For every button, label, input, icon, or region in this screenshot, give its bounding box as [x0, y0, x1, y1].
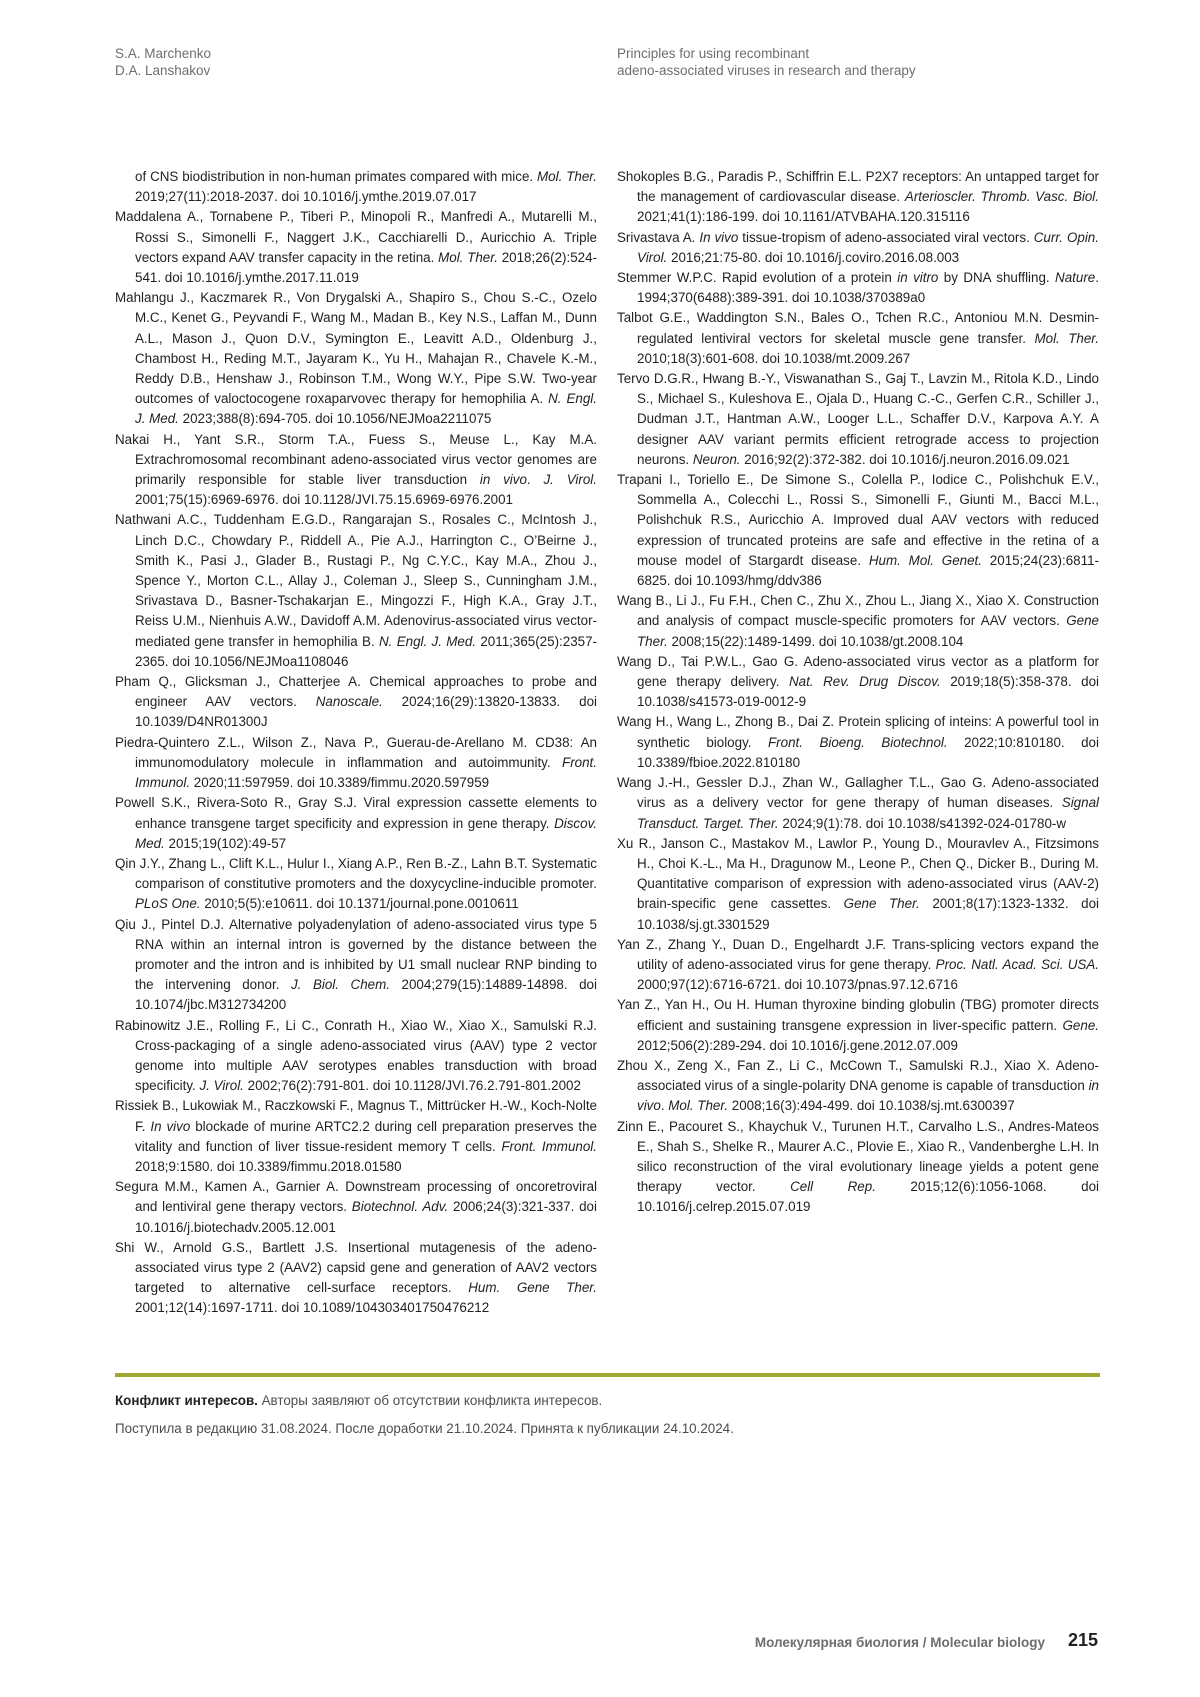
reference-entry — [617, 712, 1099, 773]
reference-italic: Front. Immunol. — [501, 1138, 597, 1154]
reference-italic: Biotechnol. Adv. — [351, 1199, 449, 1215]
reference-entry — [115, 1238, 597, 1319]
reference-text: Trapani I., Toriello E., De Simone S., Colella P., Iodice C., Polishchuk E.V., Sommella A., Colecchi L., Rossi S., Simonelli F., Giunti M., Bacci M.L., Polishchuk R.S., Auricchio A. Improved dual AAV vectors with reduced expression of truncated proteins are safe and effective in the retina of a mouse model of Stargardt disease. — [617, 472, 1099, 568]
reference-text: 2023;388(8):694-705. doi 10.1056/NEJMoa2211075 — [178, 411, 492, 427]
reference-entry — [115, 915, 597, 1016]
reference-entry — [115, 430, 597, 511]
reference-text: 2011;365(25):2357-2365. doi 10.1056/NEJMoa1108046 — [135, 633, 597, 669]
reference-entry — [617, 369, 1099, 470]
reference-entry — [115, 167, 597, 207]
reference-entry — [115, 1177, 597, 1238]
reference-text: Wang D., Tai P.W.L., Gao G. Adeno-associated virus vector as a platform for gene therapy delivery. — [617, 653, 1099, 690]
reference-text: 2001;8(17):1323-1332. doi 10.1038/sj.gt.3301529 — [637, 896, 1100, 932]
reference-entry — [115, 510, 597, 672]
reference-entry — [617, 591, 1099, 652]
reference-italic: Neuron. — [692, 451, 741, 467]
reference-text: Rissiek B., Lukowiak M., Raczkowski F., Magnus T., Mittrücker H.-W., Koch-Nolte F. — [115, 1098, 597, 1134]
reference-entry — [115, 672, 597, 733]
reference-italic: Discov. Med. — [135, 815, 597, 851]
reference-text: 2008;16(3):494-499. doi 10.1038/sj.mt.6300397 — [728, 1098, 1015, 1114]
reference-italic: Gene Ther. — [843, 896, 920, 912]
reference-text: Wang B., Li J., Fu F.H., Chen C., Zhu X., Zhou L., Jiang X., Xiao X. Construction and analysis of compact muscle-specific promoters for AAV vectors. — [617, 593, 1099, 629]
reference-text: 2015;19(102):49-57 — [164, 835, 287, 851]
reference-text: 2006;24(3):321-337. doi 10.1016/j.biotechadv.2005.12.001 — [135, 1199, 597, 1235]
reference-italic: in vivo — [479, 472, 527, 488]
reference-entry — [617, 995, 1099, 1056]
reference-text: 2010;5(5):e10611. doi 10.1371/journal.pone.0010611 — [200, 896, 519, 912]
reference-text: Segura M.M., Kamen A., Garnier A. Downstream processing of oncoretroviral and lentiviral gene therapy vectors. — [115, 1179, 597, 1215]
reference-text: Xu R., Janson C., Mastakov M., Lawlor P., Young D., Mouravlev A., Fitzsimons H., Choi K.-L., Ma H., Dragunow M., Leone P., Chen Q., Dicker B., During M. Quantitative comparison of expression with adeno-associated virus (AAV-2) brain-specific gene cassettes. — [617, 835, 1099, 912]
reference-entry — [617, 1056, 1099, 1117]
reference-entry — [115, 288, 597, 429]
reference-text: Shi W., Arnold G.S., Bartlett J.S. Insertional mutagenesis of the adeno-associated virus type 2 (AAV2) capsid gene and generation of AAV2 vectors targeted to alternative cell-surface receptors. — [115, 1239, 597, 1296]
references-right-column — [617, 167, 1099, 1218]
reference-italic: Mol. Ther. — [668, 1098, 729, 1114]
reference-text: . 1994;370(6488):389-391. doi 10.1038/370389a0 — [637, 270, 1099, 306]
reference-text: Srivastava A. — [617, 229, 700, 245]
reference-italic: Gene Ther. — [637, 613, 1099, 649]
reference-text: Wang H., Wang L., Zhong B., Dai Z. Protein splicing of inteins: A powerful tool in synthetic biology. — [617, 714, 1099, 750]
reference-text: 2020;11:597959. doi 10.3389/fimmu.2020.597959 — [190, 775, 490, 791]
running-header-authors — [115, 45, 211, 79]
reference-text: . — [660, 1098, 669, 1114]
reference-italic: in vitro — [897, 270, 939, 286]
author-2: D.A. Lanshakov — [115, 63, 211, 78]
reference-italic: Cell Rep. — [790, 1179, 876, 1195]
reference-entry — [115, 207, 597, 288]
reference-text: 2012;506(2):289-294. doi 10.1016/j.gene.2012.07.009 — [637, 1037, 958, 1053]
reference-text: Qiu J., Pintel D.J. Alternative polyadenylation of adeno-associated virus type 5 RNA within an internal intron is governed by the distance between the promoter and the intron and is inhibited by U1 small nuclear RNP binding to the intervening donor. — [115, 916, 597, 993]
reference-italic: J. Virol. — [199, 1078, 244, 1094]
reference-italic: N. Engl. J. Med. — [135, 391, 597, 427]
title-line-2: adeno-associated viruses in research and therapy — [617, 63, 916, 78]
conflict-label: Конфликт интересов. — [115, 1393, 258, 1408]
reference-entry — [617, 228, 1099, 268]
reference-italic: In vivo — [150, 1118, 191, 1134]
reference-italic: Nature — [1055, 270, 1096, 286]
reference-text: . — [526, 472, 544, 488]
reference-text: 2016;21:75-80. doi 10.1016/j.coviro.2016.08.003 — [667, 249, 960, 265]
reference-text: Rabinowitz J.E., Rolling F., Li C., Conrath H., Xiao W., Xiao X., Samulski R.J. Cross-packaging of a single adeno-associated virus (AAV) type 2 vector genome into multiple AAV serotypes enables transduction with broad specificity. — [115, 1017, 597, 1094]
reference-entry — [115, 793, 597, 854]
reference-entry — [617, 935, 1099, 996]
reference-entry — [115, 1016, 597, 1097]
reference-entry — [617, 268, 1099, 308]
reference-text: Wang J.-H., Gessler D.J., Zhan W., Gallagher T.L., Gao G. Adeno-associated virus as a delivery vector for gene therapy of human diseases. — [617, 775, 1099, 811]
reference-text: 2001;75(15):6969-6976. doi 10.1128/JVI.75.15.6969-6976.2001 — [135, 492, 513, 508]
footer-divider — [115, 1373, 1100, 1377]
reference-italic: Curr. Opin. Virol. — [637, 229, 1099, 265]
reference-text: 2016;92(2):372-382. doi 10.1016/j.neuron.2016.09.021 — [740, 451, 1070, 467]
reference-text: Zhou X., Zeng X., Fan Z., Li C., McCown T., Samulski R.J., Xiao X. Adeno-associated virus of a single-polarity DNA genome is capable of transduction — [617, 1057, 1099, 1094]
reference-italic: Arterioscler. Thromb. Vasc. Biol. — [904, 189, 1099, 205]
reference-italic: Front. Immunol. — [135, 754, 597, 791]
reference-italic: PLoS One. — [135, 896, 201, 912]
reference-text: 2024;16(29):13820-13833. doi 10.1039/D4NR01300J — [135, 694, 597, 730]
reference-text: 2004;279(15):14889-14898. doi 10.1074/jbc.M312734200 — [135, 977, 597, 1013]
journal-name: Молекулярная биология / Molecular biology — [754, 1635, 1045, 1650]
reference-text: Nathwani A.C., Tuddenham E.G.D., Rangarajan S., Rosales C., McIntosh J., Linch D.C., Chowdary P., Riddell A., Pie A.J., Harrington C., O’Beirne J., Smith K., Pasi J., Glader B., Rustagi P., Ng C.Y.C., Kay M.A., Zhou J., Spence Y., Morton C.L., Allay J., Coleman J., Sleep S., Cunningham J.M., Srivastava D., Basner-Tschakarjan E., Mingozzi F., High K.A., Gray J.T., Reiss U.M., Nienhuis A.W., Davidoff A.M. Adenovirus-associated virus vector-mediated gene transfer in hemophilia B. — [115, 512, 597, 649]
reference-text: Zinn E., Pacouret S., Khaychuk V., Turunen H.T., Carvalho L.S., Andres-Mateos E., Shah S., Shelke R., Maurer A.C., Plovie E., Xiao R., Vandenberghe L.H. In silico reconstruction of the viral evolutionary lineage yields a potent gene therapy vector. — [617, 1118, 1099, 1195]
reference-text: Piedra-Quintero Z.L., Wilson Z., Nava P., Guerau-de-Arellano M. CD38: An immunomodulatory molecule in inflammation and autoimmunity. — [115, 734, 597, 770]
reference-italic: Signal Transduct. Target. Ther. — [637, 795, 1099, 831]
reference-entry — [617, 652, 1099, 713]
conflict-text: Авторы заявляют об отсутствии конфликта интересов. — [257, 1393, 603, 1408]
reference-text: Maddalena A., Tornabene P., Tiberi P., Minopoli R., Manfredi A., Mutarelli M., Rossi S., Simonelli F., Naggert J.K., Cacchiarelli D., Auricchio A. Triple vectors expand AAV transfer capacity in the retina. — [115, 209, 597, 265]
reference-italic: Mol. Ther. — [438, 249, 498, 265]
running-header-title — [617, 45, 916, 79]
reference-text: 2002;76(2):791-801. doi 10.1128/JVI.76.2.791-801.2002 — [243, 1078, 581, 1094]
reference-text: 2019;27(11):2018-2037. doi 10.1016/j.ymthe.2019.07.017 — [135, 189, 477, 205]
reference-text: 2008;15(22):1489-1499. doi 10.1038/gt.2008.104 — [667, 633, 964, 649]
reference-italic: Front. Bioeng. Biotechnol. — [767, 734, 948, 750]
reference-text: Yan Z., Yan H., Ou H. Human thyroxine binding globulin (TBG) promoter directs efficient and sustaining transgene expression in liver-specific pattern. — [617, 997, 1099, 1033]
reference-text: of CNS biodistribution in non-human primates compared with mice. — [135, 169, 538, 184]
reference-entry — [617, 167, 1099, 228]
reference-italic: Hum. Gene Ther. — [468, 1280, 597, 1296]
reference-text: 2010;18(3):601-608. doi 10.1038/mt.2009.267 — [637, 350, 911, 366]
reference-text: tissue-tropism of adeno-associated viral vectors. — [738, 229, 1034, 245]
reference-entry — [617, 1117, 1099, 1218]
reference-text: Powell S.K., Rivera-Soto R., Gray S.J. Viral expression cassette elements to enhance transgene target specificity and expression in gene therapy. — [115, 795, 597, 831]
reference-italic: N. Engl. J. Med. — [379, 633, 477, 649]
title-line-1: Principles for using recombinant — [617, 46, 810, 61]
reference-text: 2015;24(23):6811-6825. doi 10.1093/hmg/ddv386 — [637, 552, 1099, 589]
reference-text: 2021;41(1):186-199. doi 10.1161/ATVBAHA.120.315116 — [637, 209, 970, 225]
reference-text: Shokoples B.G., Paradis P., Schiffrin E.L. P2X7 receptors: An untapped target for the management of cardiovascular disease. — [617, 169, 1099, 205]
reference-text: Talbot G.E., Waddington S.N., Bales O., Tchen R.C., Antoniou M.N. Desmin-regulated lentiviral vectors for skeletal muscle gene transfer. — [617, 310, 1099, 346]
reference-text: Stemmer W.P.C. Rapid evolution of a protein — [617, 270, 898, 286]
reference-text: blockade of murine ARTC2.2 during cell preparation preserves the vitality and function of liver tissue-resident memory T cells. — [135, 1118, 597, 1154]
reference-italic: Mol. Ther. — [1034, 330, 1099, 346]
reference-text: 2015;12(6):1056-1068. doi 10.1016/j.celrep.2015.07.019 — [637, 1179, 1099, 1215]
reference-entry — [115, 854, 597, 915]
author-1: S.A. Marchenko — [115, 46, 212, 61]
reference-entry — [617, 470, 1099, 591]
reference-italic: Nanoscale. — [315, 694, 383, 710]
reference-italic: Hum. Mol. Genet. — [868, 552, 982, 568]
reference-text: 2018;9:1580. doi 10.3389/fimmu.2018.01580 — [135, 1158, 402, 1174]
reference-text: Mahlangu J., Kaczmarek R., Von Drygalski A., Shapiro S., Chou S.-C., Ozelo M.C., Kenet G., Peyvandi F., Wang M., Madan B., Key N.S., Laffan M., Dunn A.L., Mason J., Quon D.V., Symington E., Leavitt A.D., Oldenburg J., Chambost H., Reding M.T., Jayaram K., Yu H., Mahajan R., Chavele K.-M., Reddy D.B., Henshaw J., Robinson T.M., Wong W.Y., Pipe S.W. Two-year outcomes of valoctocogene roxaparvovec therapy for hemophilia A. — [115, 290, 597, 407]
reference-entry — [115, 1096, 597, 1177]
reference-text: Yan Z., Zhang Y., Duan D., Engelhardt J.F. Trans-splicing vectors expand the utility of adeno-associated virus for gene therapy. — [617, 936, 1099, 972]
reference-italic: Gene. — [1062, 1017, 1099, 1033]
reference-text: Tervo D.G.R., Hwang B.-Y., Viswanathan S., Gaj T., Lavzin M., Ritola K.D., Lindo S., Michael S., Kuleshova E., Ojala D., Huang C.-C., Gerfen C.R., Schiller J., Dudman J.T., Hantman A.W., Looger L.L., Schaffer D.V., Karpova A.Y. A designer AAV variant permits efficient retrograde access to projection neurons. — [617, 371, 1099, 467]
reference-text: Nakai H., Yant S.R., Storm T.A., Fuess S., Meuse L., Kay M.A. Extrachromosomal recombinant adeno-associated virus vector genomes are primarily responsible for stable liver transduction — [115, 431, 597, 488]
reference-text: 2022;10:810180. doi 10.3389/fbioe.2022.810180 — [637, 734, 1099, 770]
reference-text: 2024;9(1):78. doi 10.1038/s41392-024-01780-w — [778, 815, 1067, 831]
reference-italic: Nat. Rev. Drug Discov. — [788, 674, 941, 690]
reference-italic: in vivo — [637, 1078, 1099, 1114]
reference-entry — [617, 308, 1099, 369]
reference-text: 2001;12(14):1697-1711. doi 10.1089/104303401750476212 — [135, 1300, 490, 1316]
conflict-statement — [115, 1392, 602, 1410]
references-left-column — [115, 167, 597, 1319]
reference-text: 2018;26(2):524-541. doi 10.1016/j.ymthe.2017.11.019 — [135, 249, 598, 286]
reference-text: Pham Q., Glicksman J., Chatterjee A. Chemical approaches to probe and engineer AAV vectors. — [115, 674, 597, 710]
reference-entry — [115, 733, 597, 794]
reference-italic: J. Biol. Chem. — [290, 977, 390, 993]
reference-entry — [617, 834, 1099, 935]
reference-text: Qin J.Y., Zhang L., Clift K.L., Hulur I., Xiang A.P., Ren B.-Z., Lahn B.T. Systematic comparison of constitutive promoters and the doxycycline-inducible promoter. — [115, 855, 597, 892]
reference-italic: J. Virol. — [543, 472, 597, 488]
page-number: 215 — [1067, 1630, 1098, 1650]
reference-italic: Mol. Ther. — [537, 169, 597, 184]
reference-italic: Proc. Natl. Acad. Sci. USA. — [935, 956, 1099, 972]
reference-italic: In vivo — [699, 229, 739, 245]
reference-entry — [617, 773, 1099, 834]
reference-text: 2019;18(5):358-378. doi 10.1038/s41573-019-0012-9 — [637, 674, 1099, 710]
reference-text: by DNA shuffling. — [938, 270, 1056, 286]
received-dates: Поступила в редакцию 31.08.2024. После доработки 21.10.2024. Принята к публикации 24.10.2024. — [115, 1421, 734, 1436]
reference-text: 2000;97(12):6716-6721. doi 10.1073/pnas.97.12.6716 — [637, 977, 958, 993]
